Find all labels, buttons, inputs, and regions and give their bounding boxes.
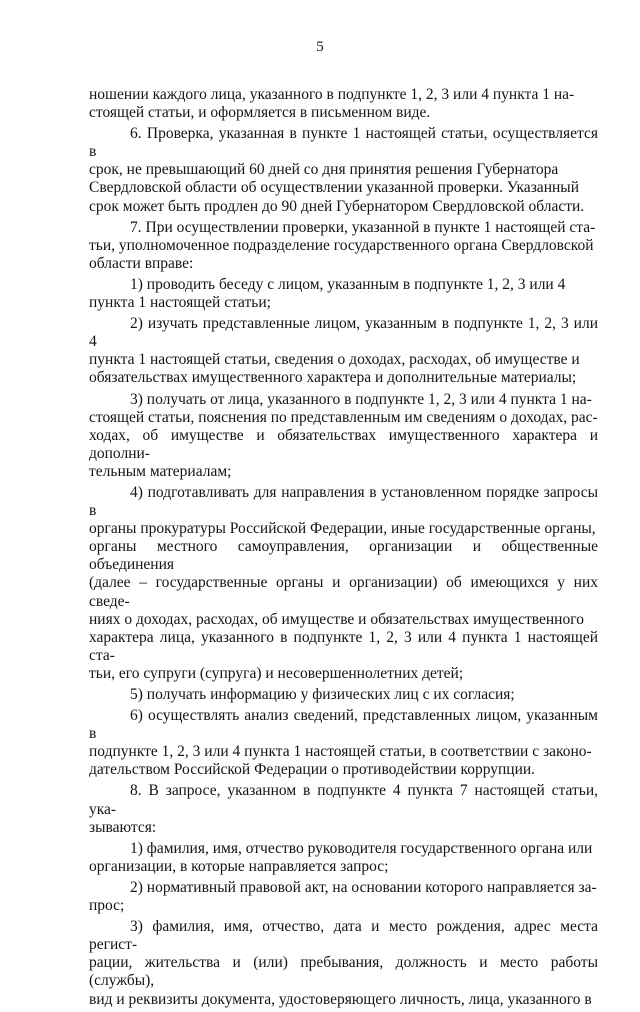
- paragraph-clause-6: 6. Проверка, указанная в пункте 1 настоящей статьи, осуществляется в срок, не превышающий 60 дней со дня принятия решения Губернатора Свердловской области об осуществлении указанной проверки. Указанный срок может быть продлен до 90 дней Губернатором Свердловской области.: [89, 125, 598, 215]
- paragraph-clause-8-item-1: 1) фамилия, имя, отчество руководителя государственного органа или организации, в которые направляется запрос;: [89, 839, 593, 875]
- paragraph-clause-7: 7. При осуществлении проверки, указанной в пункте 1 настоящей ста- тьи, уполномоченное подразделение государственного органа Свердловской области вправе:: [89, 218, 596, 272]
- paragraph-clause-7-item-6: 6) осуществлять анализ сведений, представленных лицом, указанным в подпункте 1, 2, 3 или 4 пункта 1 настоящей статьи, в соответствии с законо- дательством Российской Федерации о противодействии коррупции.: [89, 707, 598, 779]
- paragraph-clause-7-item-3: 3) получать от лица, указанного в подпункте 1, 2, 3 или 4 пункта 1 на- стоящей статьи, пояснения по представленным им сведениям о доходах, рас- ходах, об имуществе и обязательствах имущественного характера и дополни- тельным материалам;: [89, 390, 598, 480]
- paragraph-clause-7-item-5: 5) получать информацию у физических лиц с их согласия;: [130, 686, 515, 703]
- paragraph-clause-7-item-2: 2) изучать представленные лицом, указанным в подпункте 1, 2, 3 или 4 пункта 1 настоящей статьи, сведения о доходах, расходах, об имуществе и обязательствах имущественного характера и дополнительные материалы;: [89, 315, 598, 387]
- paragraph-clause-8: 8. В запросе, указанном в подпункте 4 пункта 7 настоящей статьи, ука- зываются:: [89, 782, 598, 836]
- document-body: [89, 86, 598, 1012]
- page-number: 5: [316, 39, 324, 55]
- paragraph-continuation: ношении каждого лица, указанного в подпункте 1, 2, 3 или 4 пункта 1 на- стоящей статьи, и оформляется в письменном виде.: [89, 86, 575, 122]
- paragraph-clause-7-item-4: 4) подготавливать для направления в установленном порядке запросы в органы прокуратуры Российской Федерации, иные государственные органы, органы местного самоуправления, организации и общественные объединения (далее – государственные органы и организации) об имеющихся у них сведе- ниях о доходах, расходах, об имуществе и обязательствах имущественного характера лица, указанного в подпункте 1, 2, 3 или 4 пункта 1 настоящей ста- тьи, его супруги (супруга) и несовершеннолетних детей;: [89, 483, 598, 682]
- paragraph-clause-8-item-2: 2) нормативный правовой акт, на основании которого направляется за- прос;: [89, 878, 597, 915]
- paragraph-clause-8-item-3: 3) фамилия, имя, отчество, дата и место рождения, адрес места регист- рации, жительства и (или) пребывания, должность и место работы (службы), вид и реквизиты документа, удостоверяющего личность, лица, указанного в: [89, 918, 598, 1008]
- paragraph-clause-7-item-1: 1) проводить беседу с лицом, указанным в подпункте 1, 2, 3 или 4 пункта 1 настоящей статьи;: [89, 275, 566, 312]
